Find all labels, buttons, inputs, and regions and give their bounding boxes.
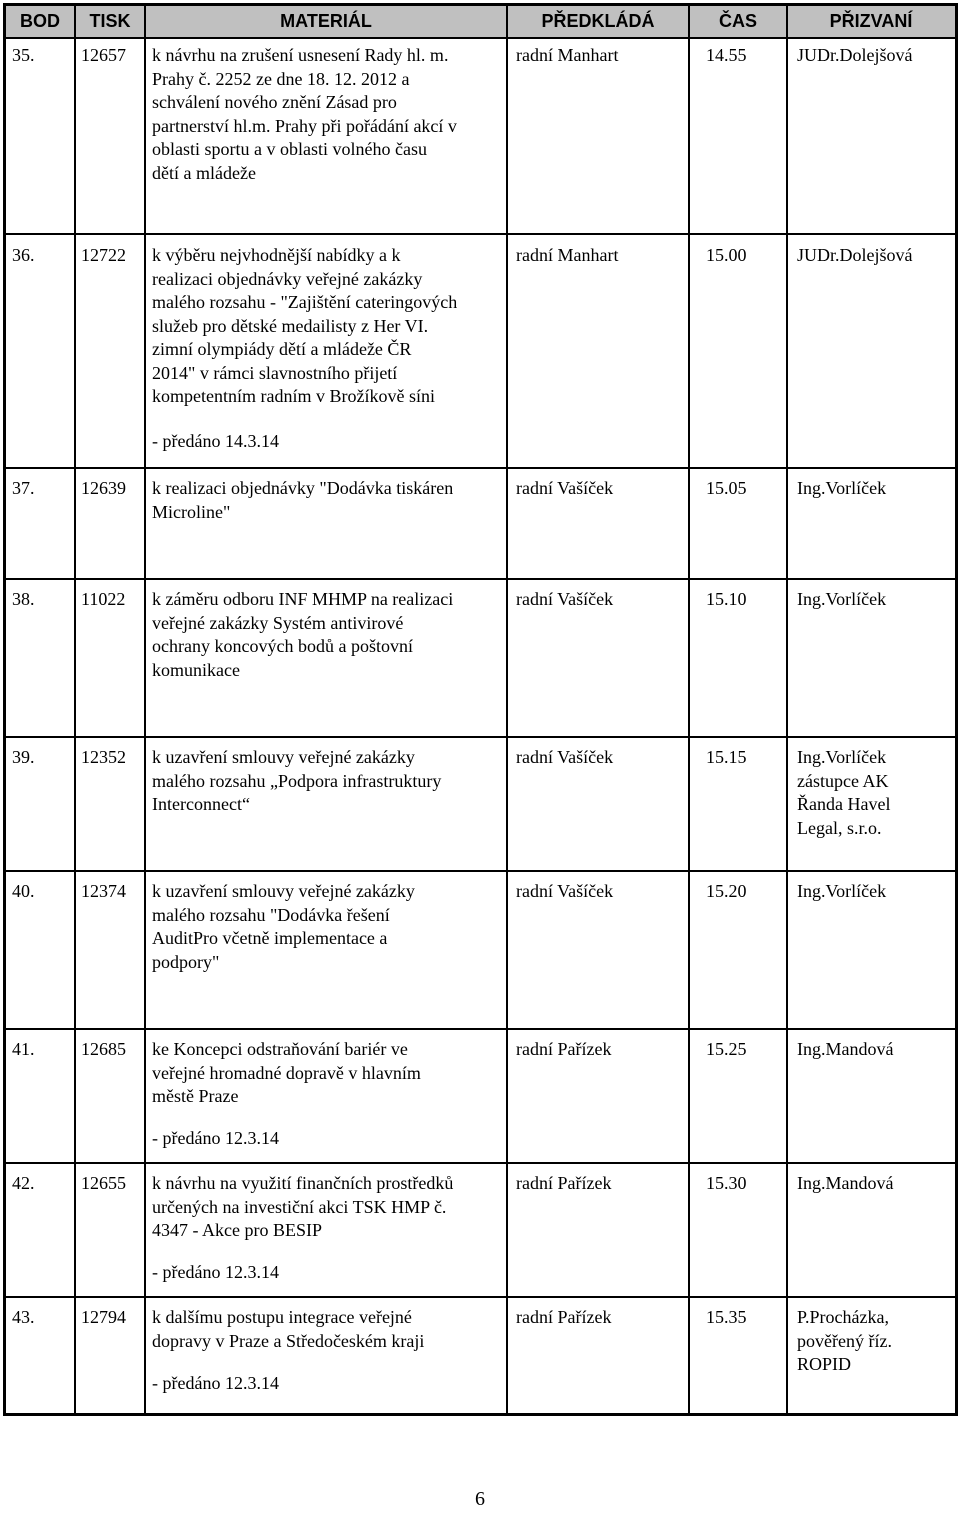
- cell-predano: - předáno 12.3.14: [152, 1128, 279, 1148]
- column-divider: [74, 6, 76, 1413]
- cell-material: k návrhu na zrušení usnesení Rady hl. m. Prahy č. 2252 ze dne 18. 12. 2012 a schválení nového znění Zásad pro partnerství hl.m. Prahy při pořádání akcí v oblasti sportu a v oblasti volného času dětí a mládeže: [152, 45, 457, 183]
- cell-tisk: 11022: [81, 589, 126, 609]
- column-divider: [144, 6, 146, 1413]
- cell-prizvani: P.Procházka, pověřený říz. ROPID: [797, 1307, 892, 1374]
- cell-material: k realizaci objednávky "Dodávka tiskáren Microline": [152, 478, 454, 522]
- cell-tisk: 12374: [81, 881, 126, 901]
- column-divider: [786, 6, 788, 1413]
- header-cas: ČAS: [718, 11, 757, 31]
- cell-prizvani: Ing.Mandová: [797, 1173, 894, 1193]
- cell-material: ke Koncepci odstraňování bariér ve veřejné hromadné dopravě v hlavním městě Praze: [152, 1039, 421, 1106]
- cell-predklada: radní Manhart: [516, 45, 619, 65]
- row-divider: [6, 467, 955, 469]
- header-bod: BOD: [20, 11, 60, 31]
- cell-predklada: radní Pařízek: [516, 1039, 612, 1059]
- cell-material: k uzavření smlouvy veřejné zakázky malého rozsahu "Dodávka řešení AuditPro včetně implementace a podpory": [152, 881, 415, 972]
- row-divider: [6, 736, 955, 738]
- cell-predklada: radní Vašíček: [516, 881, 614, 901]
- cell-prizvani: Ing.Vorlíček: [797, 478, 887, 498]
- cell-tisk: 12722: [81, 245, 126, 265]
- header-predklada: PŘEDKLÁDÁ: [541, 11, 655, 31]
- cell-predano: - předáno 14.3.14: [152, 431, 279, 451]
- cell-prizvani: Ing.Vorlíček: [797, 881, 887, 901]
- cell-material: k uzavření smlouvy veřejné zakázky malého rozsahu „Podpora infrastruktury Interconnect“: [152, 747, 442, 814]
- cell-bod: 42.: [12, 1173, 35, 1193]
- row-divider: [6, 870, 955, 872]
- cell-tisk: 12794: [81, 1307, 126, 1327]
- cell-predklada: radní Vašíček: [516, 589, 614, 609]
- cell-prizvani: Ing.Mandová: [797, 1039, 894, 1059]
- page-number: 6: [475, 1488, 485, 1510]
- cell-cas: 15.35: [706, 1307, 747, 1327]
- cell-bod: 38.: [12, 589, 35, 609]
- cell-predklada: radní Manhart: [516, 245, 619, 265]
- cell-predklada: radní Vašíček: [516, 747, 614, 767]
- cell-bod: 35.: [12, 45, 35, 65]
- cell-tisk: 12655: [81, 1173, 126, 1193]
- row-divider: [6, 1296, 955, 1298]
- header-material: MATERIÁL: [280, 11, 372, 31]
- header-tisk: TISK: [89, 11, 131, 31]
- cell-bod: 39.: [12, 747, 35, 767]
- cell-cas: 15.20: [706, 881, 747, 901]
- cell-bod: 43.: [12, 1307, 35, 1327]
- agenda-table: [3, 3, 958, 1416]
- cell-predano: - předáno 12.3.14: [152, 1373, 279, 1393]
- cell-tisk: 12685: [81, 1039, 126, 1059]
- cell-predano: - předáno 12.3.14: [152, 1262, 279, 1282]
- row-divider: [6, 578, 955, 580]
- cell-cas: 14.55: [706, 45, 747, 65]
- cell-material: k záměru odboru INF MHMP na realizaci veřejné zakázky Systém antivirové ochrany koncových bodů a poštovní komunikace: [152, 589, 454, 680]
- cell-cas: 15.00: [706, 245, 747, 265]
- cell-cas: 15.05: [706, 478, 747, 498]
- cell-predklada: radní Pařízek: [516, 1307, 612, 1327]
- cell-cas: 15.30: [706, 1173, 747, 1193]
- cell-bod: 36.: [12, 245, 35, 265]
- cell-material: k návrhu na využití finančních prostředků určených na investiční akci TSK HMP č. 4347 - Akce pro BESIP: [152, 1173, 454, 1240]
- column-divider: [688, 6, 690, 1413]
- row-divider: [6, 1162, 955, 1164]
- cell-prizvani: JUDr.Dolejšová: [797, 45, 913, 65]
- cell-bod: 37.: [12, 478, 35, 498]
- cell-cas: 15.10: [706, 589, 747, 609]
- cell-bod: 41.: [12, 1039, 35, 1059]
- header-prizvani: PŘIZVANÍ: [829, 11, 913, 31]
- cell-prizvani: Ing.Vorlíček: [797, 589, 887, 609]
- table-header: [6, 6, 955, 39]
- cell-cas: 15.15: [706, 747, 747, 767]
- cell-material: k dalšímu postupu integrace veřejné dopravy v Praze a Středočeském kraji: [152, 1307, 425, 1351]
- cell-tisk: 12639: [81, 478, 126, 498]
- cell-prizvani: Ing.Vorlíček zástupce AK Řanda Havel Legal, s.r.o.: [797, 747, 891, 838]
- cell-tisk: 12352: [81, 747, 126, 767]
- cell-tisk: 12657: [81, 45, 126, 65]
- cell-cas: 15.25: [706, 1039, 747, 1059]
- cell-predklada: radní Pařízek: [516, 1173, 612, 1193]
- cell-material: k výběru nejvhodnější nabídky a k realizaci objednávky veřejné zakázky malého rozsahu - "Zajištění cateringových služeb pro dětské medailisty z Her VI. zimní olympiády dětí a mládeže ČR 2014" v rámci slavnostního přijetí kompetentním radním v Brožíkově síni: [152, 245, 458, 406]
- cell-bod: 40.: [12, 881, 35, 901]
- cell-prizvani: JUDr.Dolejšová: [797, 245, 913, 265]
- row-divider: [6, 233, 955, 235]
- cell-predklada: radní Vašíček: [516, 478, 614, 498]
- row-divider: [6, 1028, 955, 1030]
